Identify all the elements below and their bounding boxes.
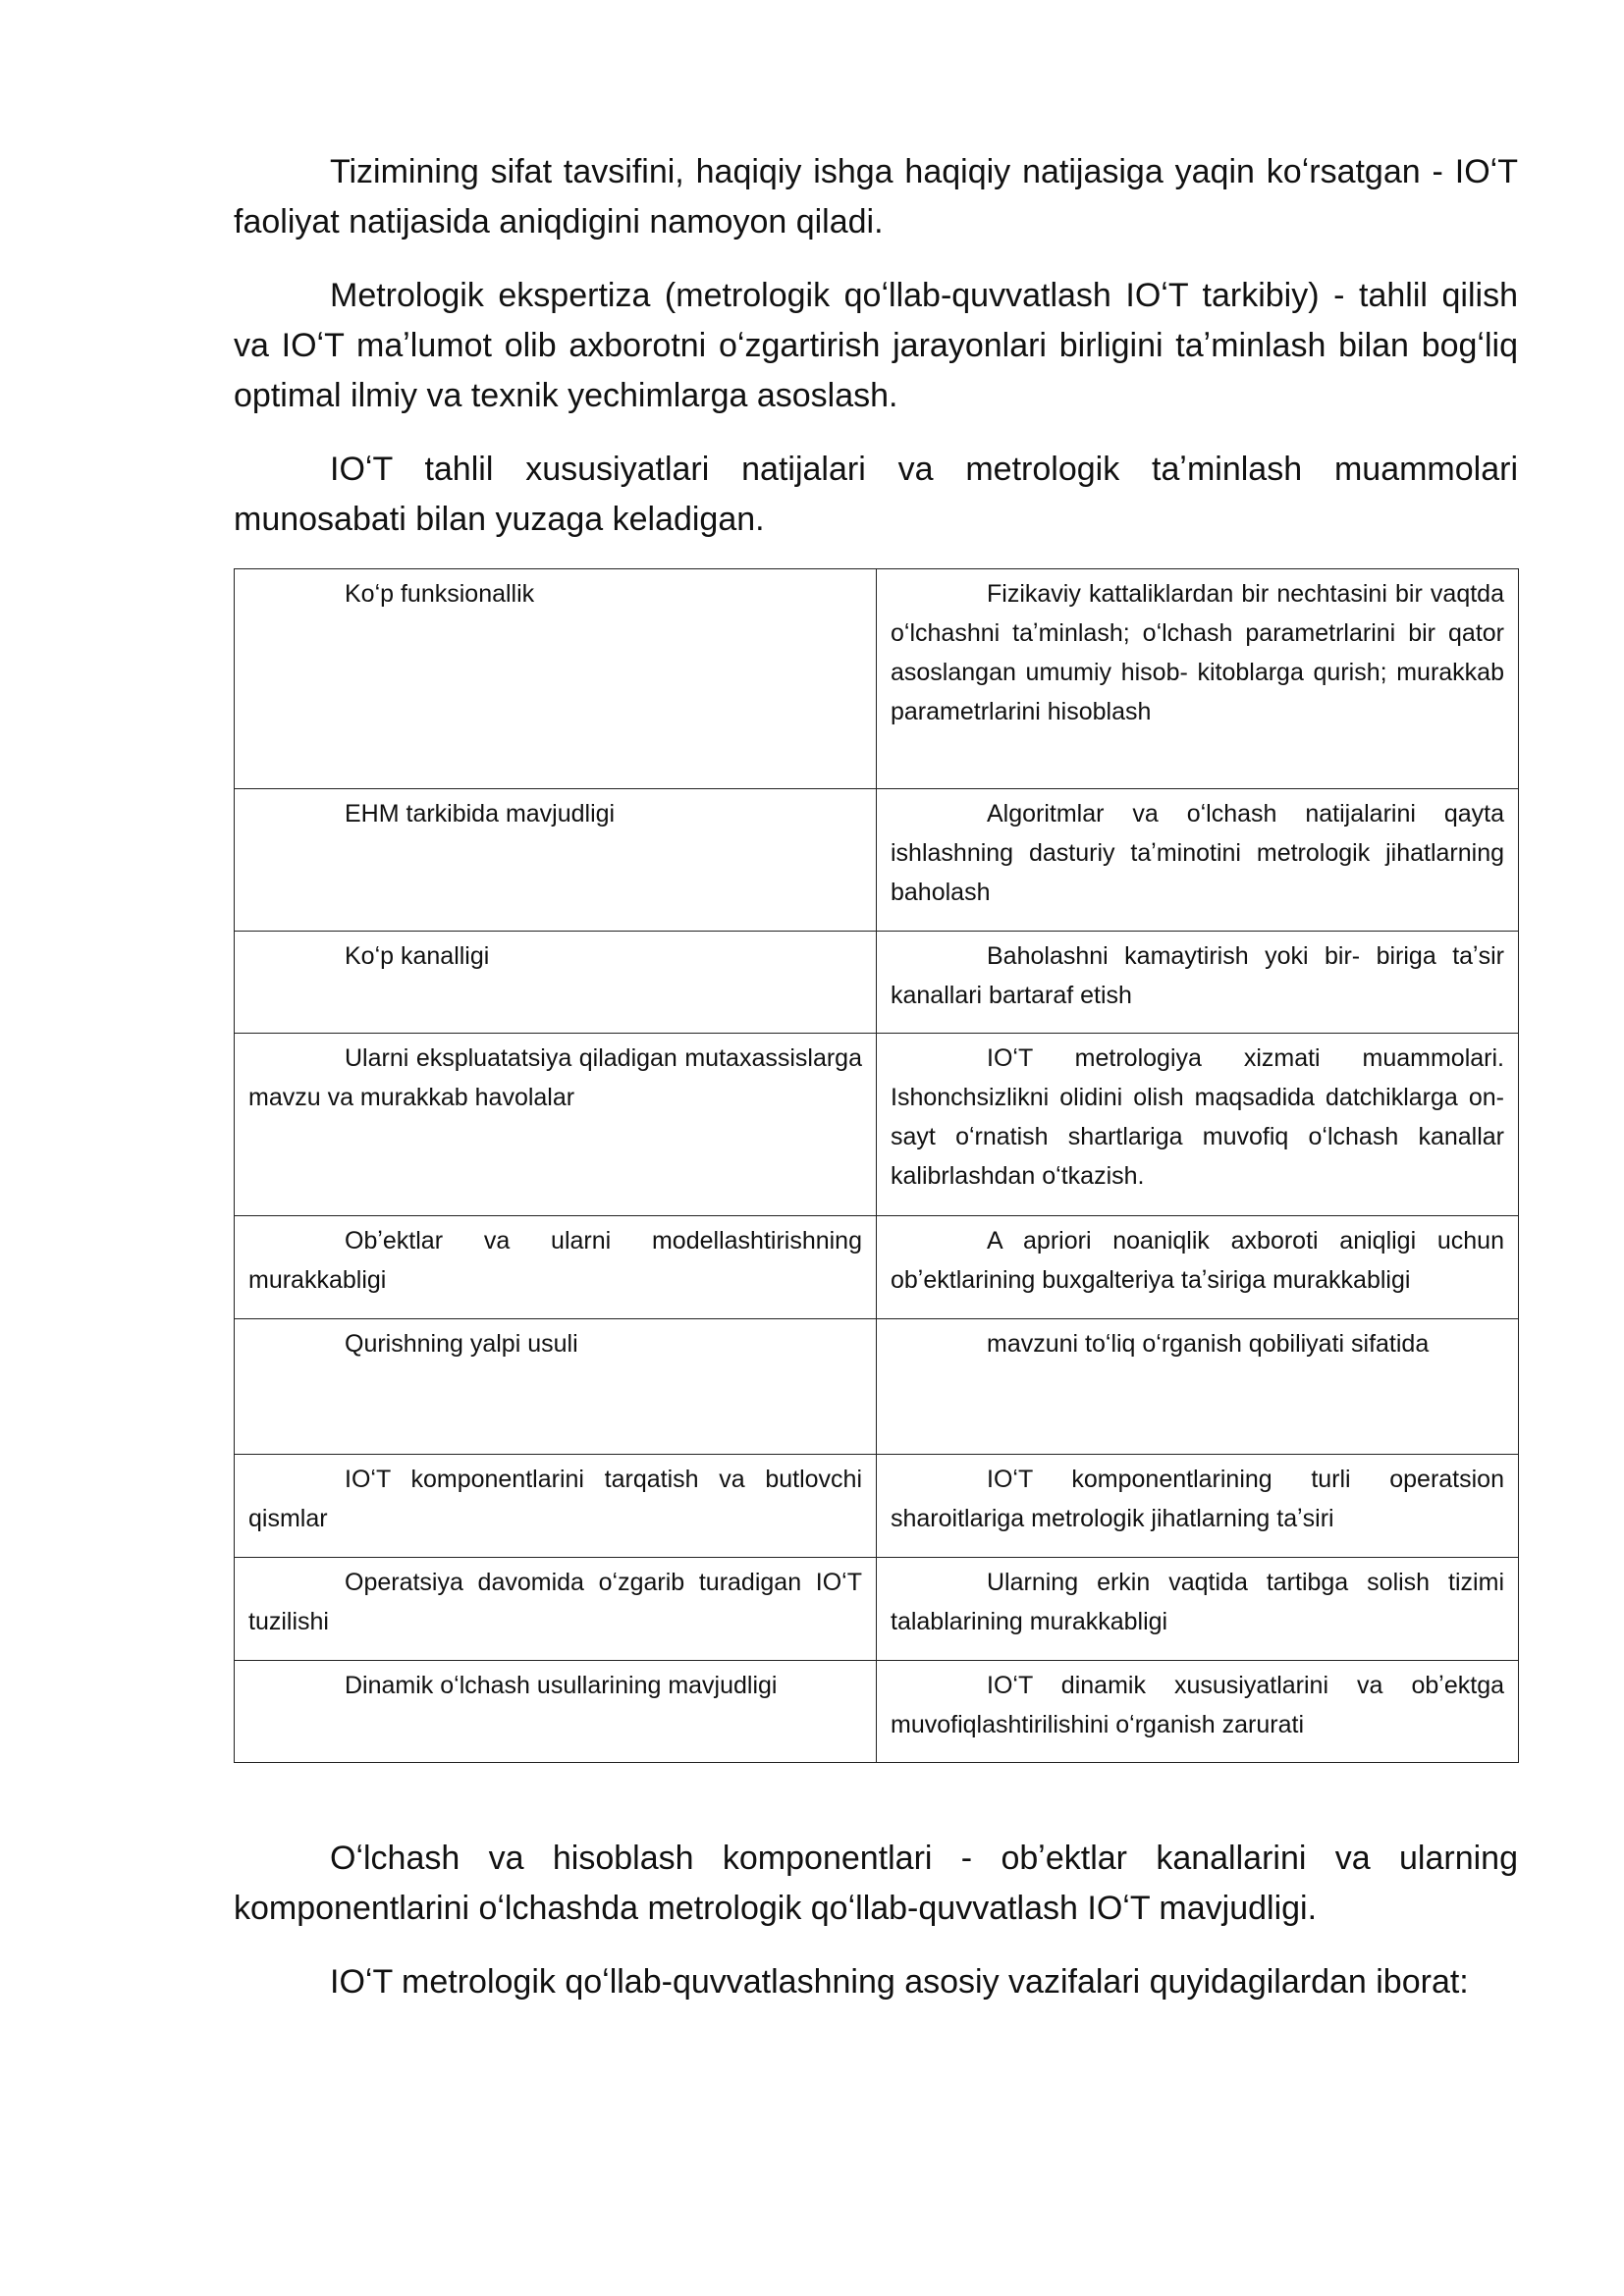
table-cell-feature: Koʻp funksionallik <box>235 569 877 789</box>
table-cell-problem: A apriori noaniqlik axboroti aniqligi uchun obʼektlarining buxgalteriya taʼsiriga murakkabligi <box>877 1216 1519 1319</box>
table-row <box>235 1558 1519 1661</box>
table-cell-feature: Ularni ekspluatatsiya qiladigan mutaxassislarga mavzu va murakkab havolalar <box>235 1034 877 1216</box>
table-cell-problem: Baholashni kamaytirish yoki bir- biriga taʼsir kanallari bartaraf etish <box>877 932 1519 1034</box>
table-cell-problem: Fizikaviy kattaliklardan bir nechtasini bir vaqtda oʻlchashni taʼminlash; oʻlchash parametrlarini bir qator asoslangan umumiy hisob- kitoblarga qurish; murakkab parametrlarini hisoblash <box>877 569 1519 789</box>
table-row <box>235 1661 1519 1763</box>
table-row <box>235 789 1519 932</box>
paragraph-3: IOʻT tahlil xususiyatlari natijalari va metrologik taʼminlash muammolari munosabati bilan yuzaga keladigan. <box>234 451 1518 538</box>
paragraph-4: Oʻlchash va hisoblash komponentlari - obʼektlar kanallarini va ularning komponentlarini oʻlchashda metrologik qoʻllab-quvvatlash IOʻT mavjudligi. <box>234 1840 1518 1927</box>
table-cell-feature: Operatsiya davomida oʻzgarib turadigan IOʻT tuzilishi <box>235 1558 877 1661</box>
table-row <box>235 569 1519 789</box>
paragraph-2: Metrologik ekspertiza (metrologik qoʻllab-quvvatlash IOʻT tarkibiy) - tahlil qilish va IOʻT maʼlumot olib axborotni oʻzgartirish jarayonlari birligini taʼminlash bilan bogʻliq optimal ilmiy va texnik yechimlarga asoslash. <box>234 277 1518 414</box>
table-cell-problem: IOʻT metrologiya xizmati muammolari. Ishonchsizlikni olidini olish maqsadida datchiklarga on-sayt oʻrnatish shartlariga muvofiq oʻlchash kanallar kalibrlashdan oʻtkazish. <box>877 1034 1519 1216</box>
table-cell-feature: Dinamik oʻlchash usullarining mavjudligi <box>235 1661 877 1763</box>
document-page <box>234 147 1518 2031</box>
paragraph-5: IOʻT metrologik qoʻllab-quvvatlashning asosiy vazifalari quyidagilardan iborat: <box>330 1963 1469 2001</box>
table-row <box>235 1034 1519 1216</box>
table-cell-feature: Koʻp kanalligi <box>235 932 877 1034</box>
table-cell-feature: Obʼektlar va ularni modellashtirishning murakkabligi <box>235 1216 877 1319</box>
paragraph-1: Tizimining sifat tavsifini, haqiqiy ishga haqiqiy natijasiga yaqin koʻrsatgan - IOʻT faoliyat natijasida aniqdigini namoyon qiladi. <box>234 153 1518 240</box>
table-row <box>235 1216 1519 1319</box>
table-cell-problem: Algoritmlar va oʻlchash natijalarini qayta ishlashning dasturiy taʼminotini metrologik jihatlarning baholash <box>877 789 1519 932</box>
table-cell-problem: Ularning erkin vaqtida tartibga solish tizimi talablarining murakkabligi <box>877 1558 1519 1661</box>
table-cell-feature: EHM tarkibida mavjudligi <box>235 789 877 932</box>
table-row <box>235 932 1519 1034</box>
features-problems-table <box>234 568 1519 1763</box>
table-row <box>235 1455 1519 1558</box>
table-cell-problem: IOʻT dinamik xususiyatlarini va obʼektga muvofiqlashtirilishini oʻrganish zarurati <box>877 1661 1519 1763</box>
table-row <box>235 1319 1519 1455</box>
table-cell-problem: mavzuni toʻliq oʻrganish qobiliyati sifatida <box>877 1319 1519 1455</box>
table-cell-problem: IOʻT komponentlarining turli operatsion sharoitlariga metrologik jihatlarning taʼsiri <box>877 1455 1519 1558</box>
table-cell-feature: Qurishning yalpi usuli <box>235 1319 877 1455</box>
table-cell-feature: IOʻT komponentlarini tarqatish va butlovchi qismlar <box>235 1455 877 1558</box>
